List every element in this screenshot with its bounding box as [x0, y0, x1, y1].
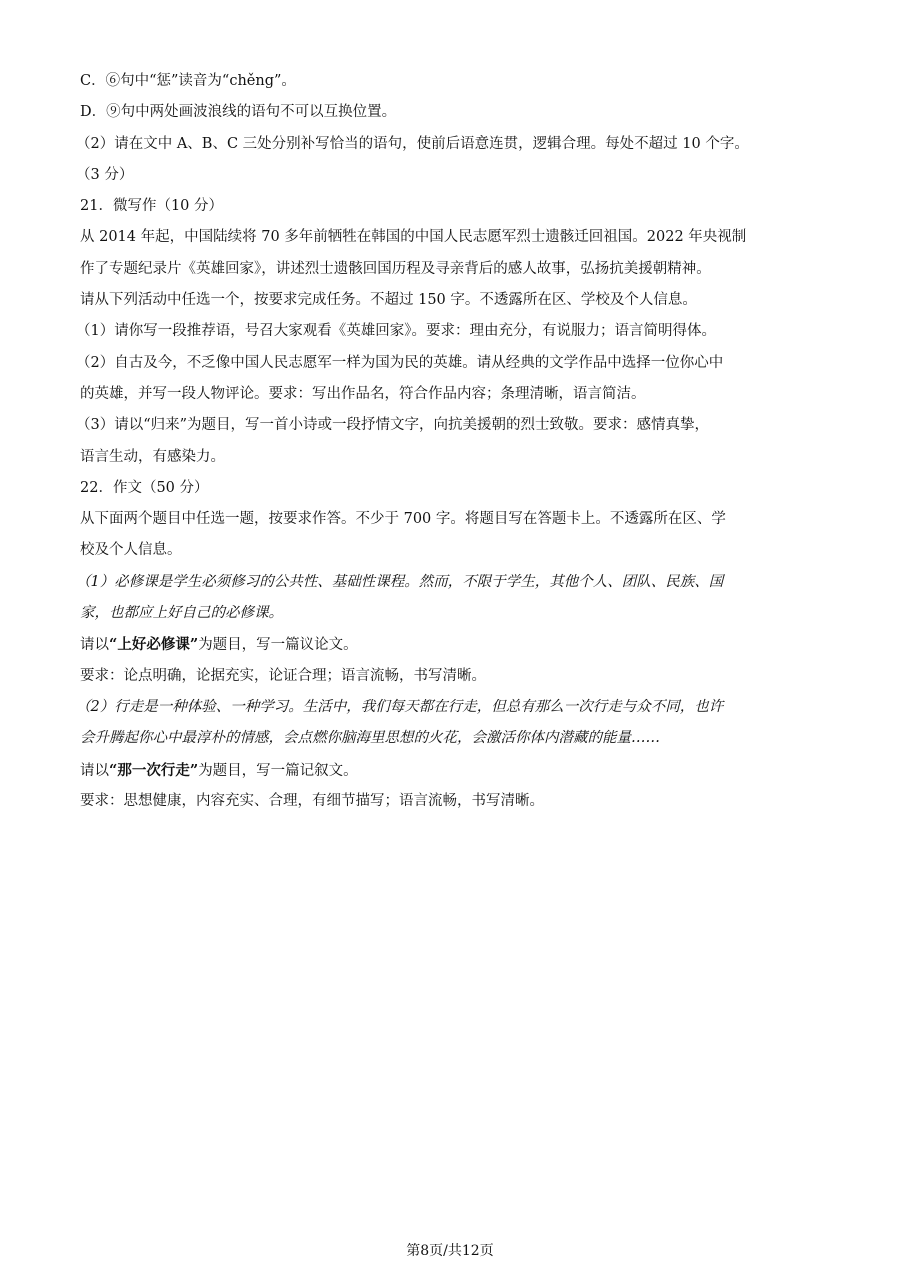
- q22-intro-line1: 从下面两个题目中任选一题，按要求作答。不少于 700 字。将题目写在答题卡上。不透露所在区、学: [80, 511, 726, 528]
- page-content: [76, 66, 830, 817]
- q21-intro-line2: 作了专题纪录片《英雄回家》，讲述烈士遗骸回国历程及寻亲背后的感人故事，弘扬抗美援朝精神。: [80, 260, 711, 277]
- q22-topic2-line2: 会升腾起你心中最淳朴的情感，会点燃你脑海里思想的火花，会激活你体内潜藏的能量……: [80, 730, 660, 747]
- q22-topic2-prompt-pre: 请以: [80, 762, 109, 779]
- q22-heading: 22．作文（50 分）: [80, 479, 209, 496]
- q21-task3-line1: （3）请以“归来”为题目，写一首小诗或一段抒情文字，向抗美援朝的烈士致敬。要求：感情真挚，: [76, 417, 710, 434]
- q22-topic1-prompt-post: 为题目，写一篇议论文。: [198, 637, 358, 654]
- q22-topic1-prompt: [80, 629, 830, 660]
- q20-sub2-line2: （3 分）: [76, 166, 134, 183]
- q22-topic1-line2: 家，也都应上好自己的必修课。: [80, 605, 283, 622]
- q22-topic2-requirement: 要求：思想健康，内容充实、合理，有细节描写；语言流畅，书写清晰。: [80, 792, 544, 809]
- q20-option-c: C．⑥句中“惩”读音为“chěng”。: [80, 73, 296, 89]
- q21-intro-line3: 请从下列活动中任选一个，按要求完成任务。不超过 150 字。不透露所在区、学校及个人信息。: [80, 292, 697, 309]
- q21-heading: 21．微写作（10 分）: [80, 198, 224, 215]
- q21-task1: （1）请你写一段推荐语，号召大家观看《英雄回家》。要求：理由充分，有说服力；语言简明得体。: [76, 323, 716, 340]
- q20-option-d: D．⑨句中两处画波浪线的语句不可以互换位置。: [80, 104, 397, 121]
- q21-task2-line2: 的英雄，并写一段人物评论。要求：写出作品名，符合作品内容；条理清晰，语言简洁。: [80, 385, 646, 402]
- q21-task2-line1: （2）自古及今，不乏像中国人民志愿军一样为国为民的英雄。请从经典的文学作品中选择一位你心中: [76, 354, 724, 371]
- q20-sub2-line1: （2）请在文中 A、B、C 三处分别补写恰当的语句，使前后语意连贯，逻辑合理。每处不超过 10 个字。: [76, 135, 749, 152]
- q21-task3-line2: 语言生动，有感染力。: [80, 448, 225, 465]
- q22-topic1-requirement: 要求：论点明确，论据充实，论证合理；语言流畅，书写清晰。: [80, 667, 486, 684]
- q22-topic2-prompt-post: 为题目，写一篇记叙文。: [198, 762, 358, 779]
- q22-topic2-prompt: [80, 755, 830, 786]
- q21-intro-line1: 从 2014 年起，中国陆续将 70 多年前牺牲在韩国的中国人民志愿军烈士遗骸迁回祖国。2022 年央视制: [80, 229, 747, 246]
- q22-topic2-line1: （2）行走是一种体验、一种学习。生活中，我们每天都在行走，但总有那么一次行走与众不同，也许: [76, 698, 724, 715]
- q22-topic1-prompt-pre: 请以: [80, 637, 109, 654]
- page-number: 第8页/共12页: [406, 1243, 494, 1259]
- q22-topic1-title: “上好必修课”: [109, 636, 199, 654]
- q22-intro-line2: 校及个人信息。: [80, 542, 182, 559]
- q22-topic2-title: “那一次行走”: [109, 761, 199, 779]
- q22-topic1-line1: （1）必修课是学生必须修习的公共性、基础性课程。然而，不限于学生，其他个人、团队、民族、国: [76, 573, 724, 590]
